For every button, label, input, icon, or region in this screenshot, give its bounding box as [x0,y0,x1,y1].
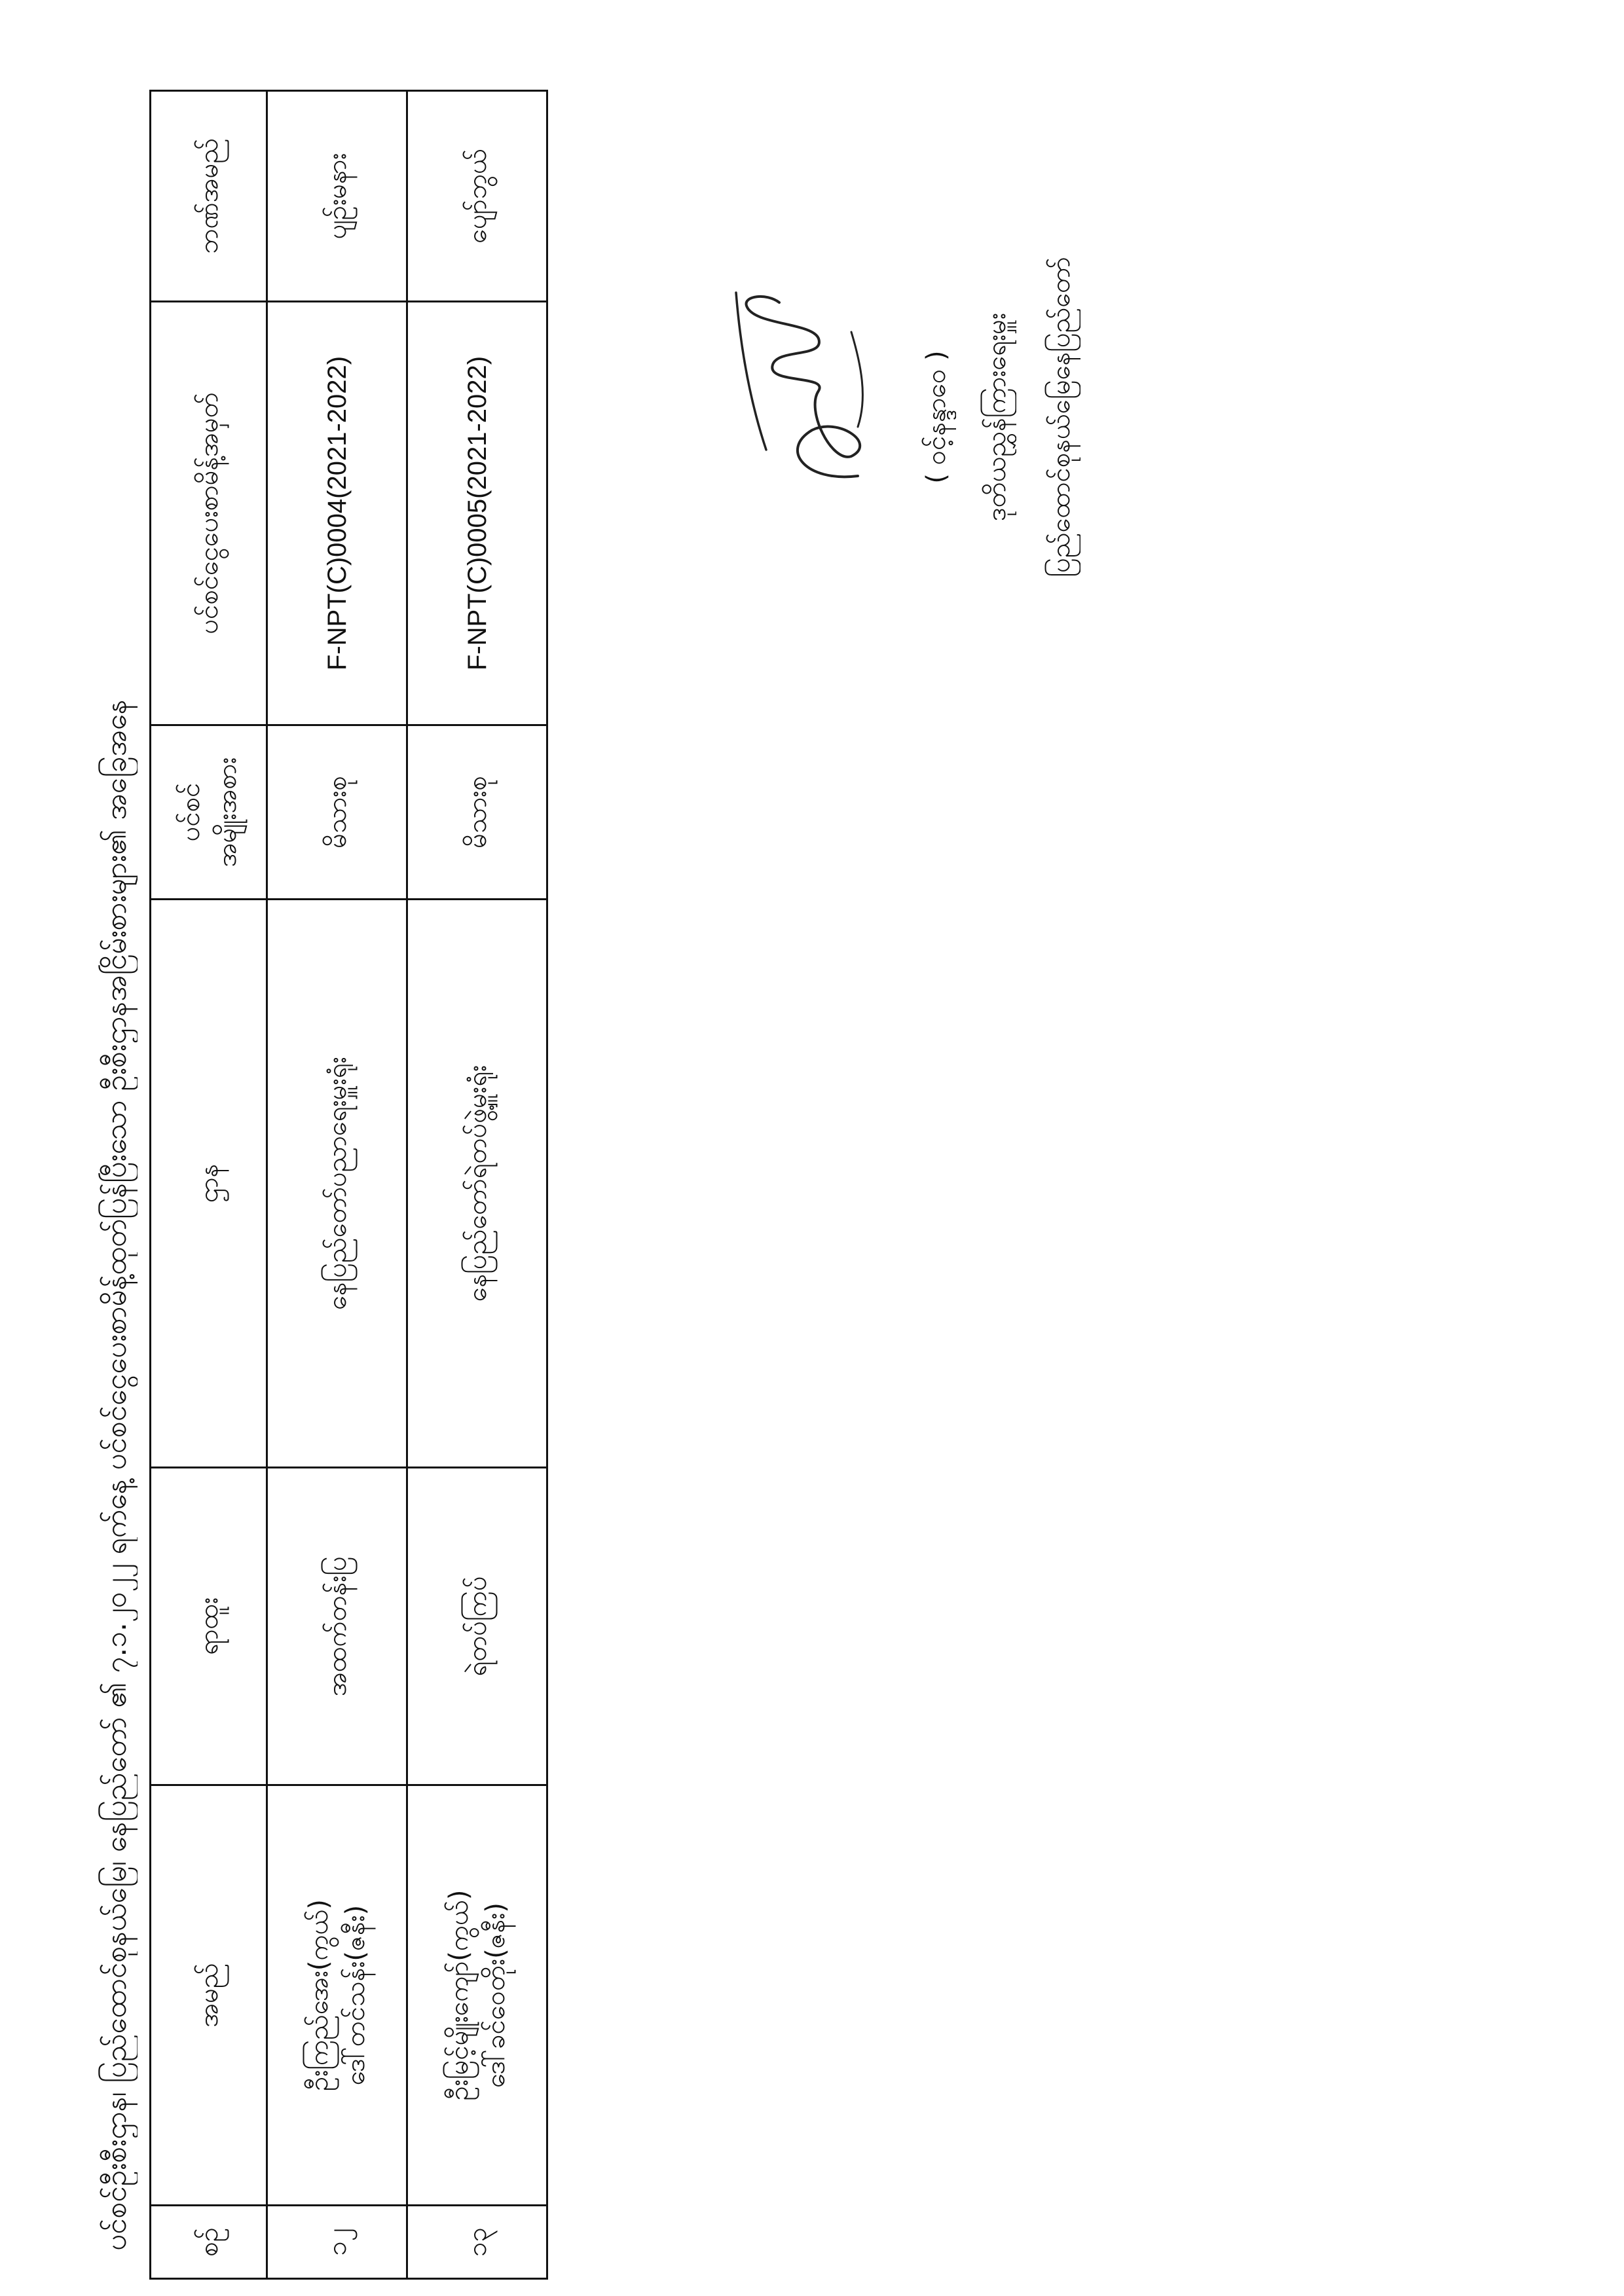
header-pension-type-line-1: ပင်စင် [175,782,206,842]
row-2-bank-cell: ပျော်ဘွယ် [408,90,548,301]
row-1-pension-type-cell: မိသားစု [268,724,408,898]
row-1-name-cell [268,1784,408,2204]
signatory-title: ဒုတိယညွှန်ကြားရေးမှူး [982,312,1012,522]
row-1-position-cell: အထက်တန်းပြ [268,1467,408,1784]
row-2-name-line-2: ဒေါ်ခင်ဝေတိုး(ဇနီး) [480,1903,511,2088]
header-pension-type-cell [151,724,268,898]
row-2-name-cell [408,1784,548,2204]
row-2-department-cell: နေပြည်တော်ရဲတပ်ဖွဲ့မှူးရုံး [408,898,548,1467]
header-name-cell: အမည် [151,1784,268,2204]
signatory-name: ( ဝင့်နန္ဒာဝေ ) [921,350,951,484]
pension-records-table [149,90,548,2280]
signatory-office: ပြည်ထောင်စုနယ်မြေနေပြည်တော် [1046,257,1076,577]
row-1-bank-cell: ပျဉ်းမနား [268,90,408,301]
header-bank-cell: ဘဏ်အမည် [151,90,268,301]
row-2-position-cell: ရဲတပ်ကြပ် [408,1467,548,1784]
row-2-pension-type-cell: မိသားစု [408,724,548,898]
header-pension-type-line-2: အမျိုးအစား [212,757,242,867]
row-2-name-line-1: ဦးမြင့်မျိုးကျော်(ကွယ်) [443,1889,474,2101]
row-1-department-cell: နေပြည်တော်ပညာရေးမှူးရုံး [268,898,408,1467]
row-1-order-no-cell: F-NPT(C)0004(2021-2022) [268,301,408,724]
header-department-cell: ဌာန [151,898,268,1467]
row-1-name-line-1: ဦးကြည်အေး(ကွယ်) [303,1899,334,2092]
row-2-no-cell: ၁၃ [408,2204,548,2278]
document-title: ပင်စင်ဦးစီးဌာန၊ ပြည်ထောင်စုနယ်မြေ၊ နေပြည်တော် ၏ ၇.၁.၂၀၂၂ ရက်နေ့ ပင်စင်ငွေပေးစာမိန့်ထုတ်ပြန်ပြီးသော ဦးစီးဌာနအငြိမ်းစားများ၏ အခြေအနေ [100,699,133,2251]
header-position-cell: ရာထူး [151,1467,268,1784]
header-no-cell: စဉ် [151,2204,268,2278]
row-1-no-cell: ၁၂ [268,2204,408,2278]
row-2-order-no-cell: F-NPT(C)0005(2021-2022) [408,301,548,724]
handwritten-signature [727,286,891,489]
header-order-no-cell: ပင်စင်ငွေပေးစာမိန့်အမှတ် [151,301,268,724]
row-1-name-line-2: ဒေါ်တင်သန်း(ဇနီး) [340,1904,371,2086]
